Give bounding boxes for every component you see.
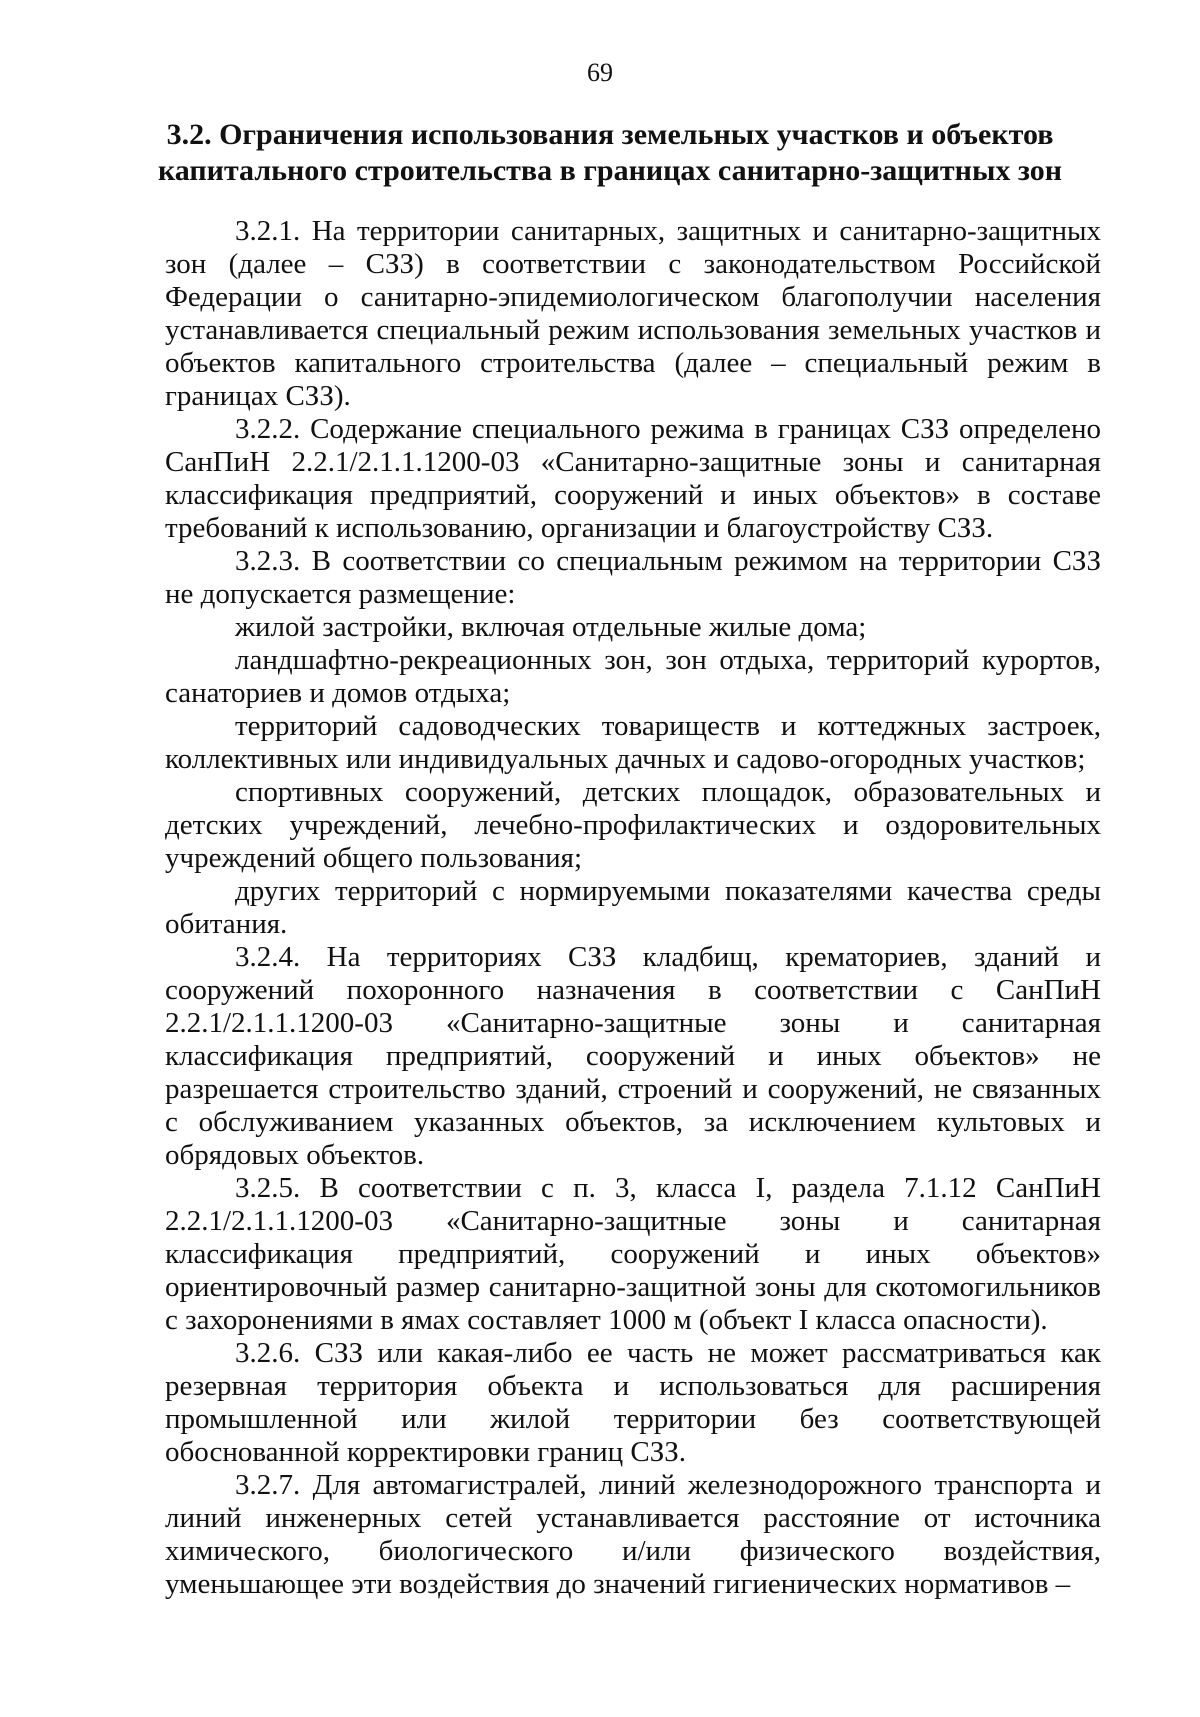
paragraph-3-2-7: 3.2.7. Для автомагистралей, линий железнодорожного транспорта и линий инженерных сетей устанавливается расстояние от источника химического, биологического и/или физического воздействия, уменьшающее эти воздействия до значений гигиенических нормативов –	[165, 1469, 1101, 1600]
list-item: ландшафтно-рекреационных зон, зон отдыха, территорий курортов, санаториев и домов отдыха;	[165, 644, 1101, 709]
page-number: 69	[587, 58, 613, 87]
list-item: спортивных сооружений, детских площадок, образовательных и детских учреждений, лечебно-профилактических и оздоровительных учреждений общего пользования;	[165, 776, 1101, 874]
list-item: других территорий с нормируемыми показателями качества среды обитания.	[165, 875, 1101, 940]
section-heading-line-1: 3.2. Ограничения использования земельных участков и объектов	[166, 118, 1054, 151]
list-item: жилой застройки, включая отдельные жилые дома;	[235, 611, 867, 643]
paragraph-3-2-1: 3.2.1. На территории санитарных, защитных и санитарно-защитных зон (далее – СЗЗ) в соответствии с законодательством Российской Федерации о санитарно-эпидемиологическом благополучии населения устанавливается специальный режим использования земельных участков и объектов капитального строительства (далее – специальный режим в границах СЗЗ).	[165, 215, 1101, 412]
paragraph-3-2-2: 3.2.2. Содержание специального режима в границах СЗЗ определено СанПиН 2.2.1/2.1.1.1200-03 «Санитарно-защитные зоны и санитарная классификация предприятий, сооружений и иных объектов» в составе требований к использованию, организации и благоустройству СЗЗ.	[165, 413, 1101, 544]
paragraph-3-2-4: 3.2.4. На территориях СЗЗ кладбищ, крематориев, зданий и сооружений похоронного назначения в соответствии с СанПиН 2.2.1/2.1.1.1200-03 «Санитарно-защитные зоны и санитарная классификация предприятий, сооружений и иных объектов» не разрешается строительство зданий, строений и сооружений, не связанных с обслуживанием указанных объектов, за исключением культовых и обрядовых объектов.	[165, 941, 1101, 1171]
list-item: территорий садоводческих товариществ и коттеджных застроек, коллективных или индивидуальных дачных и садово-огородных участков;	[165, 710, 1101, 775]
section-heading	[150, 117, 1070, 189]
paragraph-3-2-3: 3.2.3. В соответствии со специальным режимом на территории СЗЗ не допускается размещение:	[165, 545, 1101, 610]
paragraph-3-2-5: 3.2.5. В соответствии с п. 3, класса I, раздела 7.1.12 СанПиН 2.2.1/2.1.1.1200-03 «Санитарно-защитные зоны и санитарная классификация предприятий, сооружений и иных объектов» ориентировочный размер санитарно-защитной зоны для скотомогильников с захоронениями в ямах составляет 1000 м (объект I класса опасности).	[165, 1172, 1101, 1336]
paragraph-3-2-6: 3.2.6. СЗЗ или какая-либо ее часть не может рассматриваться как резервная территория объекта и использоваться для расширения промышленной или жилой территории без соответствующей обоснованной корректировки границ СЗЗ.	[165, 1337, 1101, 1468]
section-heading-line-2: капитального строительства в границах санитарно-защитных зон	[157, 154, 1063, 187]
document-body	[165, 215, 1101, 1601]
